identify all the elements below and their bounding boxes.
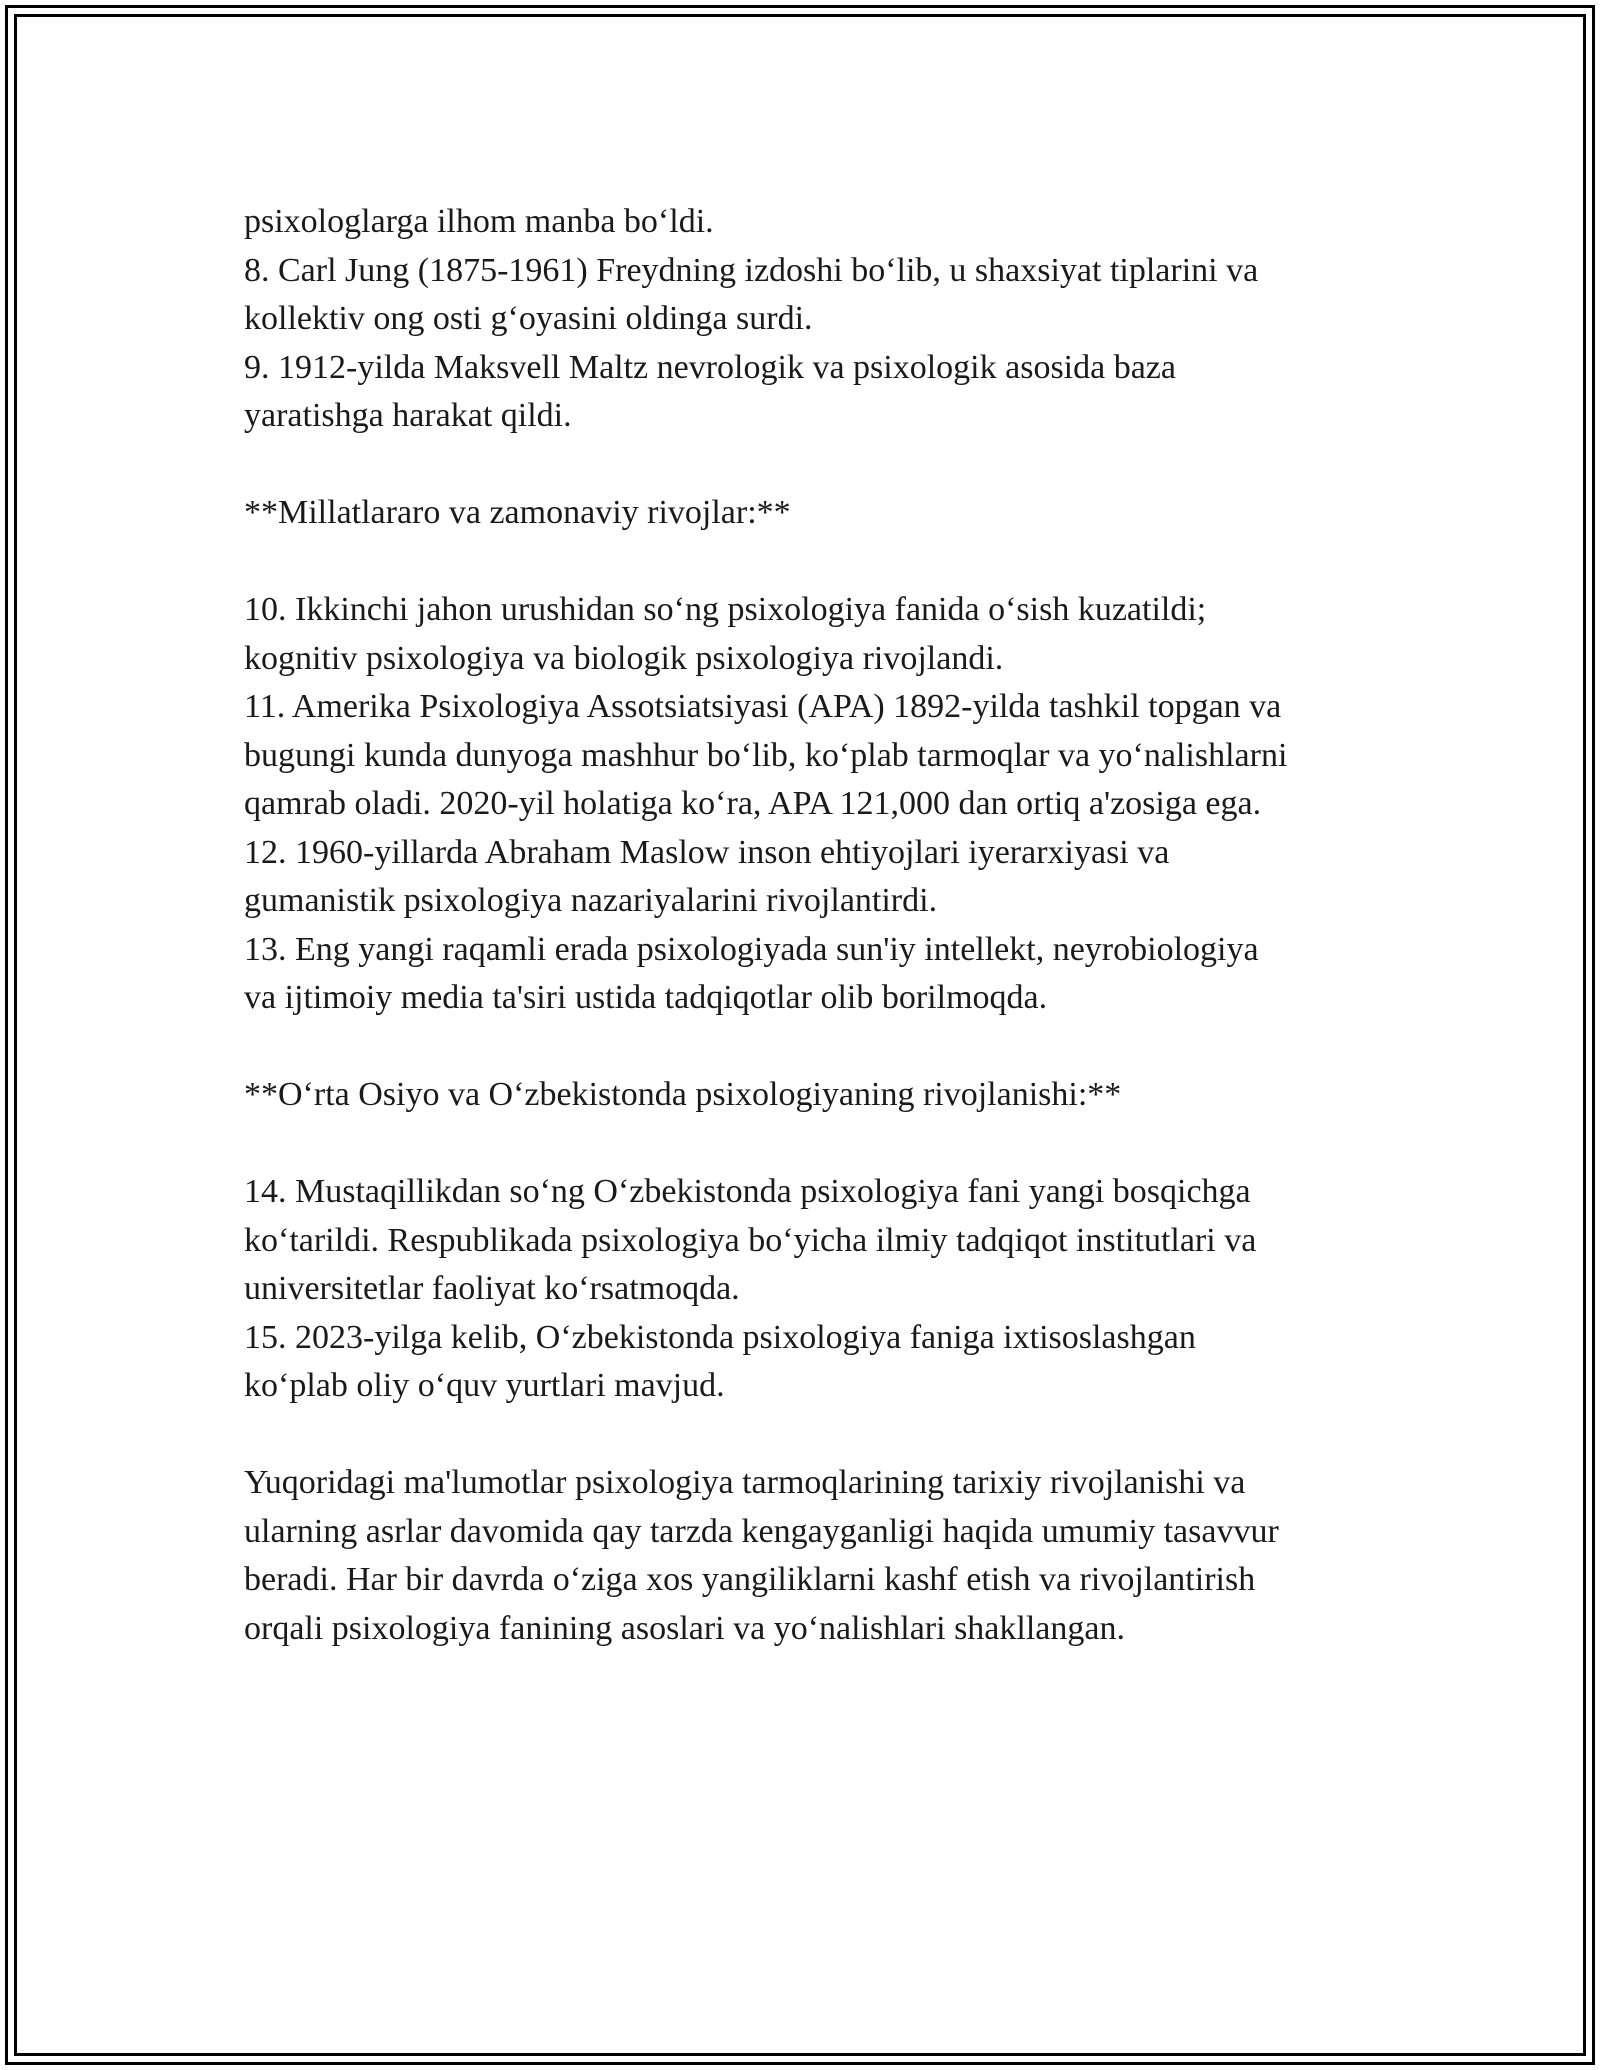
text-line: bugungi kunda dunyoga mashhur bo‘lib, ko‘plab tarmoqlar va yo‘nalishlarni: [244, 736, 1288, 774]
list-item-9: 9. 1912-yilda Maksvell Maltz nevrologik va psixologik asosida baza: [244, 348, 1176, 386]
section-heading: **Millatlararo va zamonaviy rivojlar:**: [244, 494, 791, 531]
blank-line: [244, 1120, 1444, 1169]
text-line: ko‘tarildi. Respublikada psixologiya bo‘yicha ilmiy tadqiqot institutlari va: [244, 1221, 1257, 1259]
conclusion-line: Yuqoridagi ma'lumotlar psixologiya tarmoqlarining tarixiy rivojlanishi va: [244, 1464, 1246, 1501]
text-line: ko‘plab oliy o‘quv yurtlari mavjud.: [244, 1367, 725, 1404]
text-line: psixologlarga ilhom manba bo‘ldi.: [244, 203, 714, 240]
document-body: [244, 198, 1444, 1653]
text-line: va ijtimoiy media ta'siri ustida tadqiqotlar olib borilmoqda.: [244, 979, 1048, 1016]
text-line: kollektiv ong osti g‘oyasini oldinga surdi.: [244, 300, 813, 337]
section-heading: **O‘rta Osiyo va O‘zbekistonda psixologiyaning rivojlanishi:**: [244, 1076, 1122, 1113]
text-line: qamrab oladi. 2020-yil holatiga ko‘ra, APA 121,000 dan ortiq a'zosiga ega.: [244, 785, 1262, 822]
list-item-12: 12. 1960-yillarda Abraham Maslow inson ehtiyojlari iyerarxiyasi va: [244, 833, 1170, 871]
blank-line: [244, 1411, 1444, 1460]
page-frame: [5, 5, 1595, 2065]
list-item-8: 8. Carl Jung (1875-1961) Freydning izdoshi bo‘lib, u shaxsiyat tiplarini va: [244, 251, 1259, 289]
blank-line: [244, 1023, 1444, 1072]
text-line: yaratishga harakat qildi.: [244, 397, 572, 434]
text-line: gumanistik psixologiya nazariyalarini rivojlantirdi.: [244, 882, 938, 919]
list-item-11: 11. Amerika Psixologiya Assotsiatsiyasi (APA) 1892-yilda tashkil topgan va: [244, 688, 1282, 725]
conclusion-line: orqali psixologiya fanining asoslari va yo‘nalishlari shakllangan.: [244, 1609, 1125, 1647]
list-item-15: 15. 2023-yilga kelib, O‘zbekistonda psixologiya faniga ixtisoslashgan: [244, 1318, 1196, 1356]
list-item-14: 14. Mustaqillikdan so‘ng O‘zbekistonda psixologiya fani yangi bosqichga: [244, 1173, 1251, 1210]
blank-line: [244, 538, 1444, 587]
conclusion-line: ularning asrlar davomida qay tarzda kengayganligi haqida umumiy tasavvur: [244, 1512, 1279, 1550]
conclusion-line: beradi. Har bir davrda o‘ziga xos yangiliklarni kashf etish va rivojlantirish: [244, 1561, 1256, 1598]
list-item-10: 10. Ikkinchi jahon urushidan so‘ng psixologiya fanida o‘sish kuzatildi;: [244, 591, 1207, 628]
text-line: kognitiv psixologiya va biologik psixologiya rivojlandi.: [244, 639, 1004, 677]
list-item-13: 13. Eng yangi raqamli erada psixologiyada sun'iy intellekt, neyrobiologiya: [244, 930, 1259, 968]
blank-line: [244, 441, 1444, 490]
text-line: universitetlar faoliyat ko‘rsatmoqda.: [244, 1270, 740, 1307]
